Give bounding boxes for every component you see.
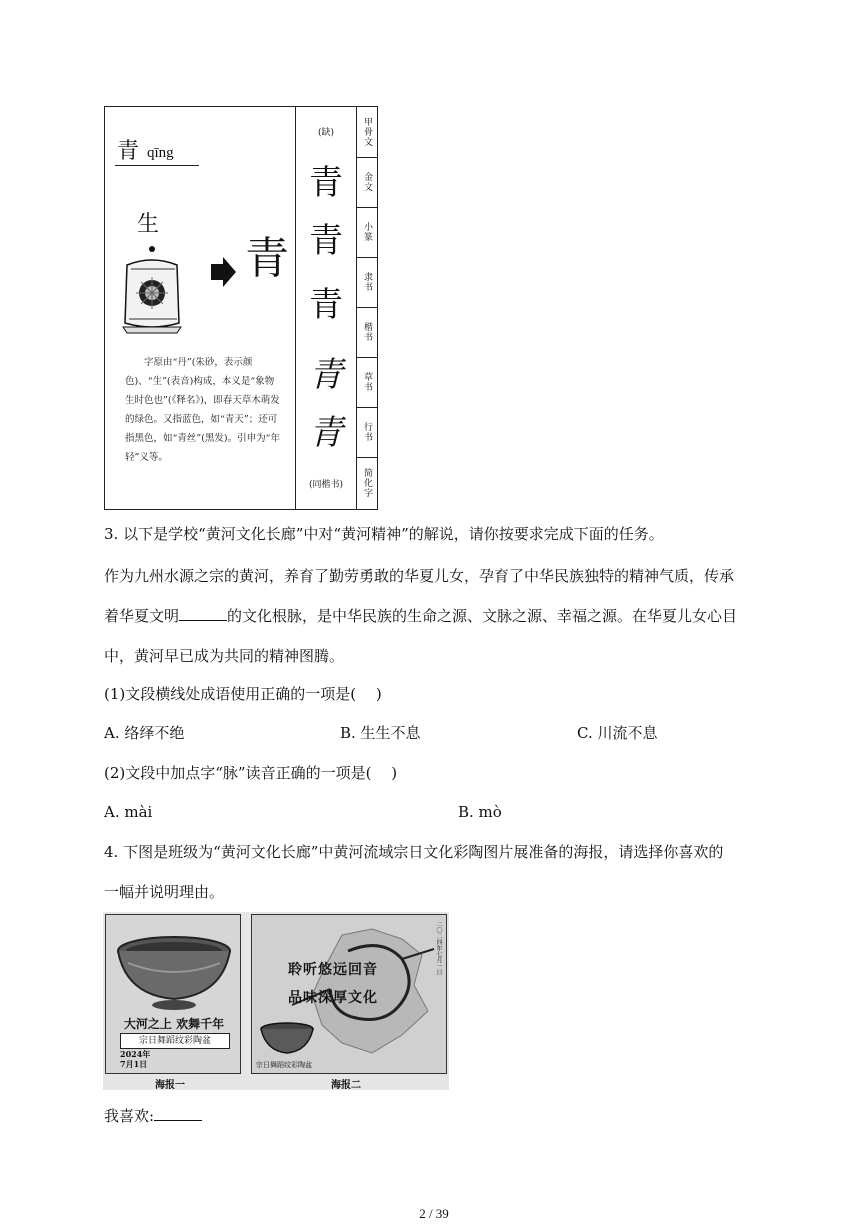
script-label: 隶书	[357, 257, 377, 308]
q3-title: 3. 以下是学校“黄河文化长廊”中对“黄河精神”的解说，请你按要求完成下面的任务。	[104, 525, 664, 543]
q3-sub2-option-a[interactable]: A. mài	[104, 803, 153, 821]
figure-description: 字原由“丹”(朱砂，表示颜色)、“生”(表音)构成，本义是“象物生时色也”(《释名》)，即春天草木萌发的绿色。又指蓝色，如“青天”；还可指黑色，如“青丝”(黑发)。引申为“年轻”义等。	[125, 357, 280, 463]
script-label: 行书	[357, 407, 377, 458]
glyph-clerical: 青	[309, 285, 343, 325]
script-label: 小篆	[357, 207, 377, 258]
poster-one-slogan: 大河之上 欢舞千年	[123, 1017, 225, 1031]
script-label: 甲骨文	[357, 107, 377, 158]
figure-char: 青	[117, 139, 140, 164]
script-label: 楷书	[357, 307, 377, 358]
oracle-dan-drawing	[119, 243, 185, 335]
q3-sub1: (1)文段横线处成语使用正确的一项是( )	[104, 685, 382, 703]
poster-one-caption: 海报一	[155, 1080, 185, 1091]
poster-two[interactable]	[251, 914, 447, 1074]
script-label: 简化字	[362, 468, 372, 498]
answer-blank[interactable]	[179, 606, 227, 621]
q4-title-line1: 4. 下图是班级为“黄河文化长廊”中黄河流域宗日文化彩陶图片展准备的海报，请选择你喜欢的	[104, 843, 724, 861]
glyph-running: 青	[309, 413, 343, 453]
character-figure	[104, 106, 378, 510]
q3-sub1-option-b[interactable]: B. 生生不息	[340, 724, 421, 742]
page-number: 2 / 39	[419, 1206, 449, 1221]
glyph-note-top: (缺)	[317, 128, 335, 138]
script-name-column	[357, 107, 377, 509]
glyph-seal: 青	[309, 221, 343, 261]
script-label: 金文	[357, 157, 377, 208]
q3-sub1-option-a[interactable]: A. 络绎不绝	[104, 724, 185, 742]
pottery-basin-small-image	[258, 1021, 316, 1057]
poster-one-date-day: 7月1日	[120, 1059, 148, 1069]
q4-title-line2: 一幅并说明理由。	[104, 883, 225, 901]
glyph-bronze: 青	[309, 163, 343, 203]
pottery-basin-image	[112, 933, 236, 1013]
script-label: 草书	[357, 357, 377, 408]
poster-two-line2: 品味深厚文化	[288, 990, 378, 1006]
answer-prompt: 我喜欢:	[104, 1106, 202, 1126]
q3-passage-line2: 着华夏文明 的文化根脉，是中华民族的生命之源、文脉之源、幸福之源。在华夏儿女心目	[104, 607, 738, 625]
q3-passage-line3: 中，黄河早已成为共同的精神图腾。	[104, 647, 345, 665]
poster-two-label: 宗日舞蹈纹彩陶盆	[256, 1061, 312, 1069]
arrow-icon	[209, 255, 237, 289]
pinyin-underline	[115, 165, 199, 166]
figure-pinyin: qīng	[147, 145, 174, 161]
poster-one-date-year: 2024年	[120, 1049, 151, 1059]
evolved-glyph: 青	[245, 233, 289, 284]
glyph-cursive: 青	[309, 355, 343, 395]
posters-image	[103, 912, 449, 1090]
poster-one-subtitle: 宗日舞蹈纹彩陶盆	[120, 1033, 230, 1049]
answer-blank[interactable]	[154, 1106, 202, 1121]
poster-two-date: 二〇二四年七月一日	[435, 921, 442, 975]
figure-explanation-panel	[105, 107, 296, 509]
oracle-top-component: 生	[137, 212, 160, 237]
poster-two-line1: 聆听悠远回音	[288, 962, 378, 978]
q3-sub2-option-b[interactable]: B. mò	[458, 803, 502, 821]
q3-passage-line1: 作为九州水源之宗的黄河，养育了勤劳勇敢的华夏儿女，孕育了中华民族独特的精神气质，传承	[104, 567, 735, 585]
poster-two-caption: 海报二	[331, 1080, 361, 1091]
script-glyph-column	[296, 107, 357, 509]
q3-sub1-option-c[interactable]: C. 川流不息	[577, 724, 658, 742]
glyph-note-bottom: (同楷书)	[308, 480, 344, 490]
poster-one[interactable]	[105, 914, 241, 1074]
q3-sub2: (2)文段中加点字“脉”读音正确的一项是( )	[104, 764, 398, 782]
